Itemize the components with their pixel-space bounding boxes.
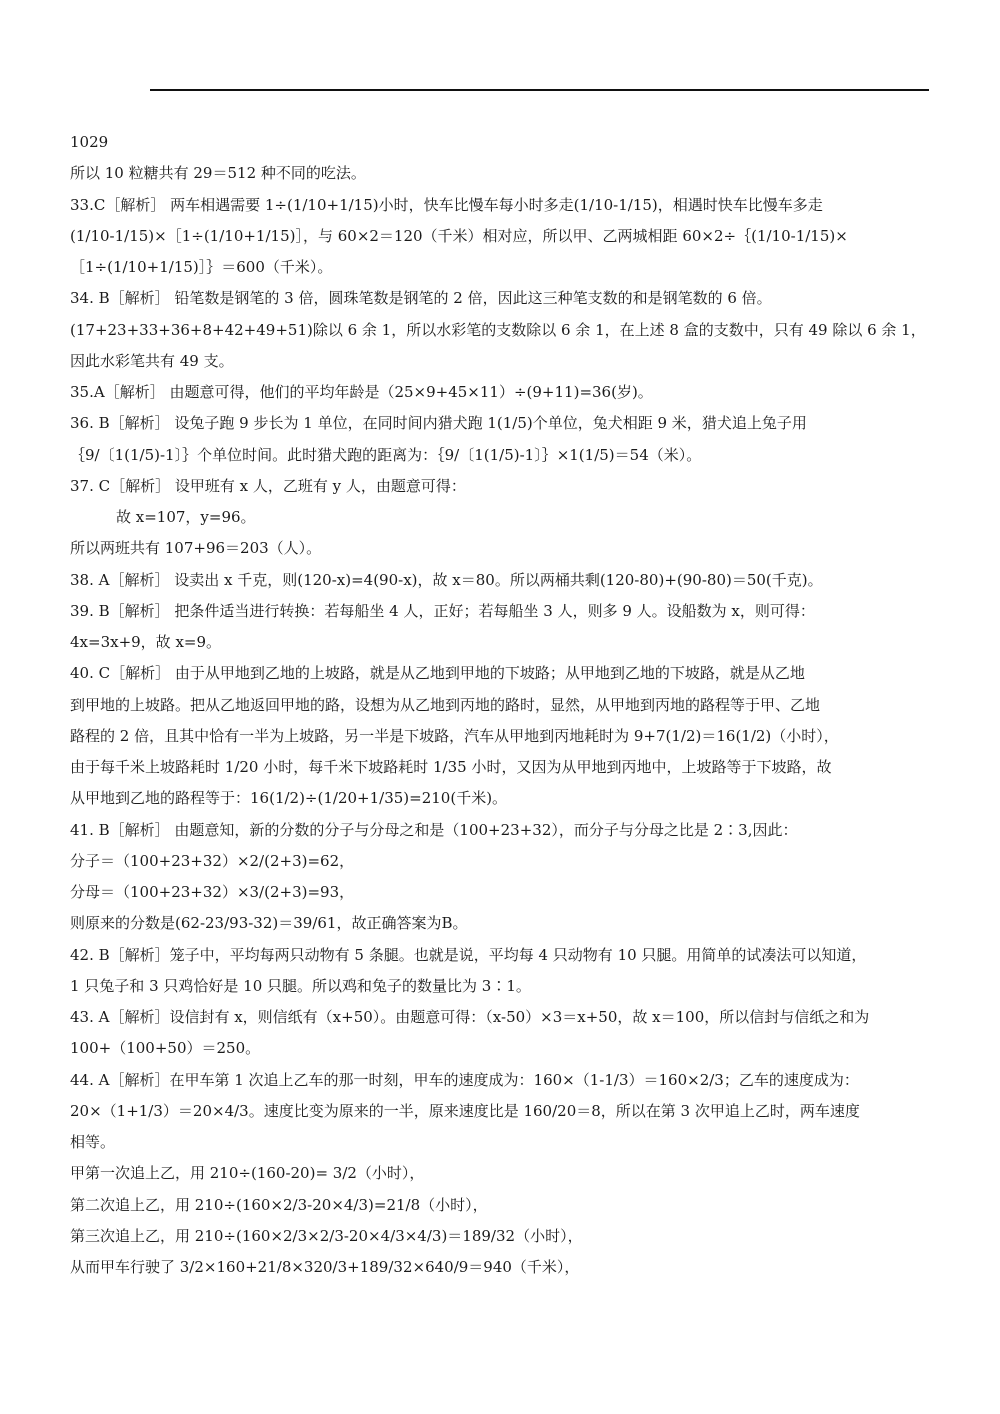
answer-34: 34. B［解析］ 铅笔数是钢笔的 3 倍，圆珠笔数是钢笔的 2 倍，因此这三种笔支数的和是钢笔数的 6 倍。 bbox=[70, 289, 772, 308]
page-number: 1029 bbox=[70, 133, 109, 151]
text-line: ［1÷(1/10+1/15)］｝＝600（千米）。 bbox=[70, 258, 333, 276]
text-line: (1/10-1/15)×［1÷(1/10+1/15)］，与 60×2＝120（千米）相对应，所以甲、乙两城相距 60×2÷｛(1/10-1/15)× bbox=[70, 226, 848, 245]
answer-38: 38. A［解析］ 设卖出 x 千克，则(120-x)=4(90-x)，故 x＝80。所以两桶共剩(120-80)+(90-80)＝50(千克)。 bbox=[70, 570, 823, 589]
answer-44: 44. A［解析］在甲车第 1 次追上乙车的那一时刻，甲车的速度成为：160×（1-1/3）＝160×2/3；乙车的速度成为： bbox=[70, 1070, 859, 1089]
text-line: 路程的 2 倍，且其中恰有一半为上坡路，另一半是下坡路，汽车从甲地到丙地耗时为 9+7(1/2)＝16(1/2)（小时）， bbox=[70, 726, 839, 745]
text-line: 第三次追上乙，用 210÷(160×2/3×2/3-20×4/3×4/3)＝189/32（小时）， bbox=[70, 1226, 583, 1245]
text-line: 相等。 bbox=[70, 1133, 116, 1151]
answer-35: 35.A［解析］ 由题意可得，他们的平均年龄是（25×9+45×11）÷(9+11)=36(岁)。 bbox=[70, 383, 653, 401]
text-line: 第二次追上乙，用 210÷(160×2/3-20×4/3)=21/8（小时）， bbox=[70, 1195, 488, 1214]
text-line: ｛9/〔1(1/5)-1〕｝个单位时间。此时猎犬跑的距离为：｛9/〔1(1/5)-1〕｝×1(1/5)＝54（米）。 bbox=[70, 445, 702, 464]
answer-42: 42. B［解析］笼子中，平均每两只动物有 5 条腿。也就是说，平均每 4 只动物有 10 只腿。用简单的试凑法可以知道， bbox=[70, 945, 867, 964]
header-rule bbox=[150, 89, 929, 91]
text-line: 分子＝（100+23+32）×2/(2+3)=62， bbox=[70, 851, 355, 870]
text-line: 从甲地到乙地的路程等于：16(1/2)÷(1/20+1/35)=210(千米)。 bbox=[70, 789, 508, 808]
text-line: 从而甲车行驶了 3/2×160+21/8×320/3+189/32×640/9＝940（千米）， bbox=[70, 1258, 580, 1276]
text-line: 20×（1+1/3）＝20×4/3。速度比变为原来的一半，原来速度比是 160/20＝8，所以在第 3 次甲追上乙时，两车速度 bbox=[70, 1101, 860, 1120]
text-line: 4x=3x+9，故 x=9。 bbox=[70, 633, 222, 651]
answer-37: 37. C［解析］ 设甲班有 x 人，乙班有 y 人，由题意可得： bbox=[70, 476, 466, 495]
text-line: 所以两班共有 107+96＝203（人）。 bbox=[70, 539, 322, 558]
answer-40: 40. C［解析］ 由于从甲地到乙地的上坡路，就是从乙地到甲地的下坡路；从甲地到乙地的下坡路，就是从乙地 bbox=[70, 664, 805, 683]
answer-39: 39. B［解析］ 把条件适当进行转换：若每船坐 4 人，正好；若每船坐 3 人，则多 9 人。设船数为 x，则可得： bbox=[70, 601, 815, 620]
text-line: 1 只兔子和 3 只鸡恰好是 10 只腿。所以鸡和兔子的数量比为 3∶1。 bbox=[70, 976, 531, 995]
text-line: (17+23+33+36+8+42+49+51)除以 6 余 1，所以水彩笔的支数除以 6 余 1，在上述 8 盒的支数中，只有 49 除以 6 余 1， bbox=[70, 320, 926, 339]
answer-41: 41. B［解析］ 由题意知，新的分数的分子与分母之和是（100+23+32），而分子与分母之比是 2∶3,因此： bbox=[70, 820, 798, 839]
document-body bbox=[70, 127, 942, 1283]
text-line: 所以 10 粒糖共有 29＝512 种不同的吃法。 bbox=[70, 164, 366, 183]
text-line: 由于每千米上坡路耗时 1/20 小时，每千米下坡路耗时 1/35 小时，又因为从甲地到丙地中，上坡路等于下坡路，故 bbox=[70, 758, 832, 776]
text-line: 故 x=107，y=96。 bbox=[116, 508, 256, 526]
text-line: 100+（100+50）＝250。 bbox=[70, 1039, 261, 1058]
text-line: 到甲地的上坡路。把从乙地返回甲地的路，设想为从乙地到丙地的路时，显然，从甲地到丙地的路程等于甲、乙地 bbox=[70, 695, 821, 714]
answer-43: 43. A［解析］设信封有 x，则信纸有（x+50）。由题意可得：（x-50）×3＝x+50，故 x＝100，所以信封与信纸之和为 bbox=[70, 1008, 870, 1026]
text-line: 甲第一次追上乙，用 210÷(160-20)= 3/2（小时）， bbox=[70, 1164, 425, 1183]
answer-36: 36. B［解析］ 设兔子跑 9 步长为 1 单位，在同时间内猎犬跑 1(1/5)个单位，兔犬相距 9 米，猎犬追上兔子用 bbox=[70, 414, 807, 433]
answer-33: 33.C［解析］ 两车相遇需要 1÷(1/10+1/15)小时，快车比慢车每小时多走(1/10-1/15)，相遇时快车比慢车多走 bbox=[70, 195, 823, 214]
text-line: 因此水彩笔共有 49 支。 bbox=[70, 351, 234, 370]
text-line: 则原来的分数是(62-23/93-32)＝39/61，故正确答案为B。 bbox=[70, 914, 468, 933]
text-line: 分母＝（100+23+32）×3/(2+3)=93， bbox=[70, 883, 355, 901]
